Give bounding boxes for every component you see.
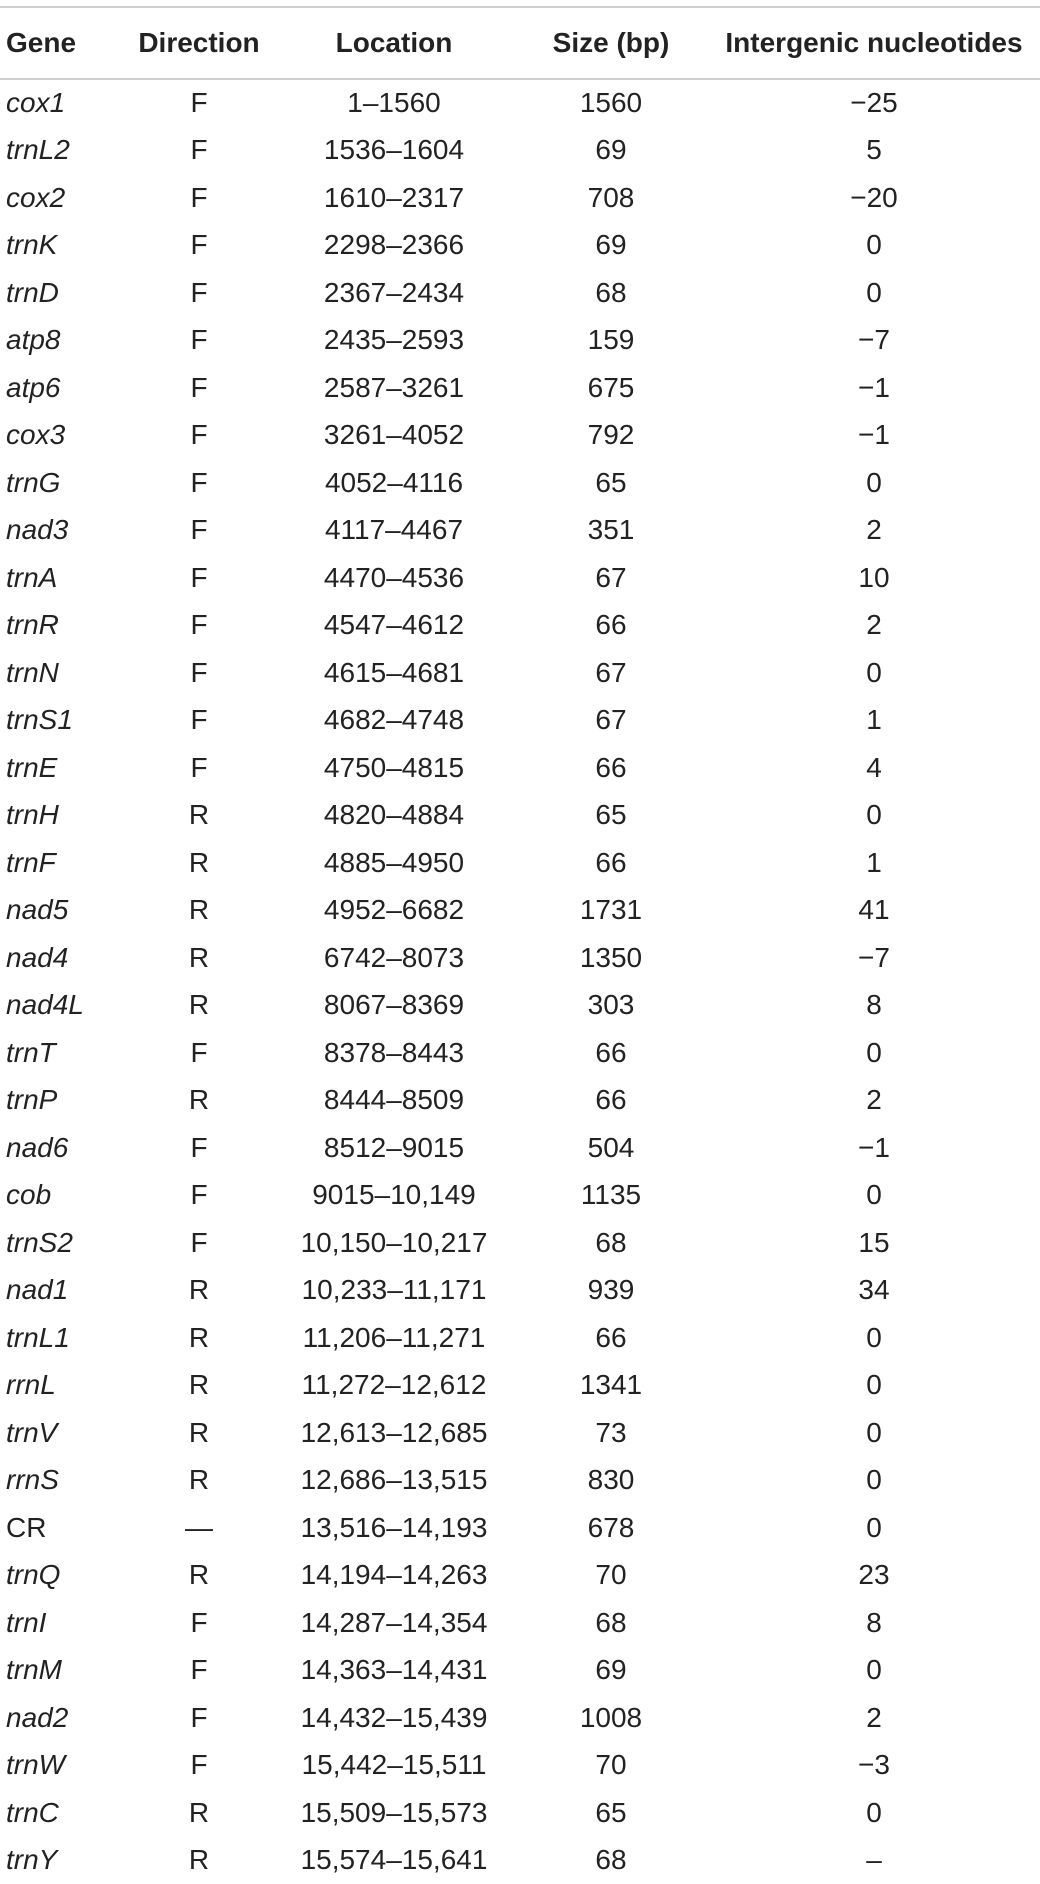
- cell-size: 675: [514, 364, 708, 412]
- table-row: [0, 459, 1040, 507]
- cell-location: 6742–8073: [274, 934, 514, 982]
- cell-direction: F: [124, 1599, 274, 1647]
- cell-direction: F: [124, 412, 274, 460]
- cell-location: 15,509–15,573: [274, 1789, 514, 1837]
- cell-size: 351: [514, 507, 708, 555]
- cell-location: 11,272–12,612: [274, 1362, 514, 1410]
- cell-direction: F: [124, 554, 274, 602]
- cell-gene: nad4: [0, 934, 124, 982]
- cell-size: 70: [514, 1742, 708, 1790]
- cell-direction: F: [124, 649, 274, 697]
- cell-gene: cox3: [0, 412, 124, 460]
- cell-location: 9015–10,149: [274, 1172, 514, 1220]
- cell-intergenic: 2: [708, 1694, 1040, 1742]
- cell-intergenic: 41: [708, 887, 1040, 935]
- cell-direction: R: [124, 1552, 274, 1600]
- table-row: [0, 792, 1040, 840]
- cell-intergenic: 0: [708, 1314, 1040, 1362]
- cell-size: 65: [514, 792, 708, 840]
- table-row: [0, 744, 1040, 792]
- cell-intergenic: 0: [708, 1172, 1040, 1220]
- cell-gene: CR: [0, 1504, 124, 1552]
- cell-location: 4682–4748: [274, 697, 514, 745]
- cell-location: 1536–1604: [274, 127, 514, 175]
- cell-gene: trnW: [0, 1742, 124, 1790]
- cell-size: 73: [514, 1409, 708, 1457]
- cell-gene: rrnS: [0, 1457, 124, 1505]
- cell-gene: trnM: [0, 1647, 124, 1695]
- cell-location: 4820–4884: [274, 792, 514, 840]
- cell-size: 67: [514, 649, 708, 697]
- cell-size: 69: [514, 222, 708, 270]
- cell-size: 68: [514, 1837, 708, 1884]
- cell-direction: F: [124, 1172, 274, 1220]
- cell-location: 4885–4950: [274, 839, 514, 887]
- cell-intergenic: 8: [708, 982, 1040, 1030]
- cell-location: 14,287–14,354: [274, 1599, 514, 1647]
- cell-direction: R: [124, 1362, 274, 1410]
- header-gene: Gene: [0, 7, 124, 79]
- cell-direction: F: [124, 269, 274, 317]
- cell-direction: R: [124, 1457, 274, 1505]
- cell-direction: R: [124, 1837, 274, 1884]
- cell-size: 66: [514, 1077, 708, 1125]
- cell-gene: cox1: [0, 79, 124, 127]
- cell-location: 12,613–12,685: [274, 1409, 514, 1457]
- header-intergenic: Intergenic nucleotides: [708, 7, 1040, 79]
- table-row: [0, 1029, 1040, 1077]
- cell-intergenic: 34: [708, 1267, 1040, 1315]
- cell-size: 66: [514, 839, 708, 887]
- cell-intergenic: 0: [708, 1409, 1040, 1457]
- cell-location: 2298–2366: [274, 222, 514, 270]
- cell-location: 4117–4467: [274, 507, 514, 555]
- cell-size: 678: [514, 1504, 708, 1552]
- table-row: [0, 364, 1040, 412]
- cell-size: 792: [514, 412, 708, 460]
- cell-gene: trnI: [0, 1599, 124, 1647]
- cell-size: 303: [514, 982, 708, 1030]
- cell-gene: trnL2: [0, 127, 124, 175]
- cell-size: 66: [514, 602, 708, 650]
- cell-intergenic: 4: [708, 744, 1040, 792]
- table-row: [0, 887, 1040, 935]
- cell-direction: F: [124, 1647, 274, 1695]
- header-location: Location: [274, 7, 514, 79]
- cell-intergenic: −20: [708, 174, 1040, 222]
- cell-location: 4615–4681: [274, 649, 514, 697]
- table-row: [0, 602, 1040, 650]
- cell-location: 2435–2593: [274, 317, 514, 365]
- cell-location: 4547–4612: [274, 602, 514, 650]
- table-row: [0, 317, 1040, 365]
- cell-size: 939: [514, 1267, 708, 1315]
- cell-location: 8378–8443: [274, 1029, 514, 1077]
- table-row: [0, 1077, 1040, 1125]
- cell-direction: F: [124, 507, 274, 555]
- table-row: [0, 697, 1040, 745]
- cell-direction: R: [124, 1314, 274, 1362]
- table-row: [0, 412, 1040, 460]
- cell-location: 11,206–11,271: [274, 1314, 514, 1362]
- cell-direction: F: [124, 174, 274, 222]
- cell-size: 66: [514, 744, 708, 792]
- cell-intergenic: 0: [708, 222, 1040, 270]
- cell-intergenic: 0: [708, 1029, 1040, 1077]
- cell-direction: F: [124, 127, 274, 175]
- cell-direction: F: [124, 1742, 274, 1790]
- cell-intergenic: 0: [708, 1647, 1040, 1695]
- cell-gene: cob: [0, 1172, 124, 1220]
- cell-size: 68: [514, 269, 708, 317]
- cell-location: 13,516–14,193: [274, 1504, 514, 1552]
- cell-intergenic: 0: [708, 792, 1040, 840]
- cell-direction: F: [124, 459, 274, 507]
- table-row: [0, 839, 1040, 887]
- cell-intergenic: 5: [708, 127, 1040, 175]
- cell-size: 1731: [514, 887, 708, 935]
- table-row: [0, 507, 1040, 555]
- cell-size: 159: [514, 317, 708, 365]
- cell-intergenic: 2: [708, 507, 1040, 555]
- table-row: [0, 174, 1040, 222]
- table-row: [0, 1789, 1040, 1837]
- cell-gene: trnK: [0, 222, 124, 270]
- cell-location: 8512–9015: [274, 1124, 514, 1172]
- cell-gene: nad4L: [0, 982, 124, 1030]
- cell-location: 4470–4536: [274, 554, 514, 602]
- cell-intergenic: 0: [708, 1504, 1040, 1552]
- cell-direction: F: [124, 602, 274, 650]
- cell-location: 8444–8509: [274, 1077, 514, 1125]
- cell-gene: trnV: [0, 1409, 124, 1457]
- cell-gene: trnH: [0, 792, 124, 840]
- cell-gene: trnG: [0, 459, 124, 507]
- cell-size: 69: [514, 1647, 708, 1695]
- cell-location: 8067–8369: [274, 982, 514, 1030]
- cell-size: 67: [514, 697, 708, 745]
- cell-intergenic: 0: [708, 1457, 1040, 1505]
- table-row: [0, 554, 1040, 602]
- cell-intergenic: 10: [708, 554, 1040, 602]
- cell-gene: trnS1: [0, 697, 124, 745]
- cell-gene: nad5: [0, 887, 124, 935]
- cell-intergenic: 23: [708, 1552, 1040, 1600]
- cell-gene: trnY: [0, 1837, 124, 1884]
- table-row: [0, 1267, 1040, 1315]
- cell-gene: trnQ: [0, 1552, 124, 1600]
- table-row: [0, 1552, 1040, 1600]
- cell-direction: R: [124, 839, 274, 887]
- cell-direction: F: [124, 317, 274, 365]
- cell-intergenic: 0: [708, 459, 1040, 507]
- cell-gene: trnC: [0, 1789, 124, 1837]
- table-row: [0, 934, 1040, 982]
- cell-location: 2587–3261: [274, 364, 514, 412]
- cell-gene: trnR: [0, 602, 124, 650]
- cell-direction: F: [124, 744, 274, 792]
- cell-intergenic: −1: [708, 364, 1040, 412]
- cell-location: 15,442–15,511: [274, 1742, 514, 1790]
- table-row: [0, 1124, 1040, 1172]
- cell-gene: trnF: [0, 839, 124, 887]
- cell-intergenic: –: [708, 1837, 1040, 1884]
- cell-size: 1341: [514, 1362, 708, 1410]
- header-row: [0, 7, 1040, 79]
- header-size: Size (bp): [514, 7, 708, 79]
- table-row: [0, 1314, 1040, 1362]
- table-row: [0, 982, 1040, 1030]
- table-row: [0, 127, 1040, 175]
- cell-gene: nad6: [0, 1124, 124, 1172]
- cell-intergenic: 2: [708, 602, 1040, 650]
- cell-direction: F: [124, 697, 274, 745]
- table-row: [0, 1694, 1040, 1742]
- table-row: [0, 1362, 1040, 1410]
- cell-size: 708: [514, 174, 708, 222]
- cell-intergenic: 1: [708, 697, 1040, 745]
- cell-size: 66: [514, 1029, 708, 1077]
- cell-intergenic: −3: [708, 1742, 1040, 1790]
- cell-direction: R: [124, 1789, 274, 1837]
- cell-gene: cox2: [0, 174, 124, 222]
- cell-location: 2367–2434: [274, 269, 514, 317]
- table-row: [0, 222, 1040, 270]
- cell-direction: F: [124, 1219, 274, 1267]
- cell-intergenic: 8: [708, 1599, 1040, 1647]
- table-row: [0, 1742, 1040, 1790]
- cell-intergenic: −7: [708, 317, 1040, 365]
- cell-direction: F: [124, 1124, 274, 1172]
- cell-intergenic: 0: [708, 269, 1040, 317]
- cell-intergenic: 1: [708, 839, 1040, 887]
- cell-gene: nad1: [0, 1267, 124, 1315]
- table-body: [0, 79, 1040, 1884]
- table-row: [0, 1172, 1040, 1220]
- gene-annotation-table: [0, 6, 1040, 1884]
- cell-gene: trnT: [0, 1029, 124, 1077]
- cell-direction: R: [124, 887, 274, 935]
- cell-gene: trnN: [0, 649, 124, 697]
- cell-size: 1560: [514, 79, 708, 127]
- cell-gene: trnE: [0, 744, 124, 792]
- cell-intergenic: −7: [708, 934, 1040, 982]
- cell-gene: atp8: [0, 317, 124, 365]
- cell-size: 504: [514, 1124, 708, 1172]
- table-row: [0, 1837, 1040, 1884]
- cell-location: 1610–2317: [274, 174, 514, 222]
- cell-intergenic: 0: [708, 1362, 1040, 1410]
- cell-intergenic: −1: [708, 412, 1040, 460]
- cell-gene: nad2: [0, 1694, 124, 1742]
- cell-location: 14,363–14,431: [274, 1647, 514, 1695]
- cell-direction: R: [124, 982, 274, 1030]
- cell-size: 65: [514, 459, 708, 507]
- cell-intergenic: 15: [708, 1219, 1040, 1267]
- cell-location: 15,574–15,641: [274, 1837, 514, 1884]
- cell-intergenic: 0: [708, 649, 1040, 697]
- cell-direction: R: [124, 1267, 274, 1315]
- cell-direction: F: [124, 364, 274, 412]
- cell-size: 1135: [514, 1172, 708, 1220]
- cell-location: 12,686–13,515: [274, 1457, 514, 1505]
- table-row: [0, 269, 1040, 317]
- cell-size: 830: [514, 1457, 708, 1505]
- header-direction: Direction: [124, 7, 274, 79]
- cell-gene: trnD: [0, 269, 124, 317]
- cell-direction: —: [124, 1504, 274, 1552]
- table-row: [0, 1599, 1040, 1647]
- cell-size: 68: [514, 1599, 708, 1647]
- cell-direction: F: [124, 79, 274, 127]
- table-row: [0, 649, 1040, 697]
- cell-size: 69: [514, 127, 708, 175]
- cell-direction: R: [124, 1409, 274, 1457]
- cell-size: 70: [514, 1552, 708, 1600]
- cell-gene: nad3: [0, 507, 124, 555]
- cell-size: 67: [514, 554, 708, 602]
- cell-size: 66: [514, 1314, 708, 1362]
- cell-location: 10,150–10,217: [274, 1219, 514, 1267]
- cell-location: 3261–4052: [274, 412, 514, 460]
- cell-location: 14,432–15,439: [274, 1694, 514, 1742]
- cell-location: 14,194–14,263: [274, 1552, 514, 1600]
- table-row: [0, 79, 1040, 127]
- table-row: [0, 1647, 1040, 1695]
- table-row: [0, 1504, 1040, 1552]
- cell-gene: rrnL: [0, 1362, 124, 1410]
- table-row: [0, 1219, 1040, 1267]
- table-header: [0, 7, 1040, 79]
- cell-direction: R: [124, 934, 274, 982]
- cell-location: 1–1560: [274, 79, 514, 127]
- cell-location: 4750–4815: [274, 744, 514, 792]
- cell-size: 1008: [514, 1694, 708, 1742]
- cell-location: 4952–6682: [274, 887, 514, 935]
- cell-intergenic: −1: [708, 1124, 1040, 1172]
- cell-location: 4052–4116: [274, 459, 514, 507]
- table-row: [0, 1457, 1040, 1505]
- cell-size: 65: [514, 1789, 708, 1837]
- cell-gene: atp6: [0, 364, 124, 412]
- cell-intergenic: 2: [708, 1077, 1040, 1125]
- cell-direction: R: [124, 1077, 274, 1125]
- cell-location: 10,233–11,171: [274, 1267, 514, 1315]
- cell-direction: F: [124, 1029, 274, 1077]
- cell-direction: F: [124, 1694, 274, 1742]
- cell-gene: trnS2: [0, 1219, 124, 1267]
- cell-direction: R: [124, 792, 274, 840]
- cell-gene: trnA: [0, 554, 124, 602]
- cell-size: 1350: [514, 934, 708, 982]
- cell-size: 68: [514, 1219, 708, 1267]
- cell-direction: F: [124, 222, 274, 270]
- cell-gene: trnP: [0, 1077, 124, 1125]
- table-row: [0, 1409, 1040, 1457]
- cell-gene: trnL1: [0, 1314, 124, 1362]
- cell-intergenic: 0: [708, 1789, 1040, 1837]
- cell-intergenic: −25: [708, 79, 1040, 127]
